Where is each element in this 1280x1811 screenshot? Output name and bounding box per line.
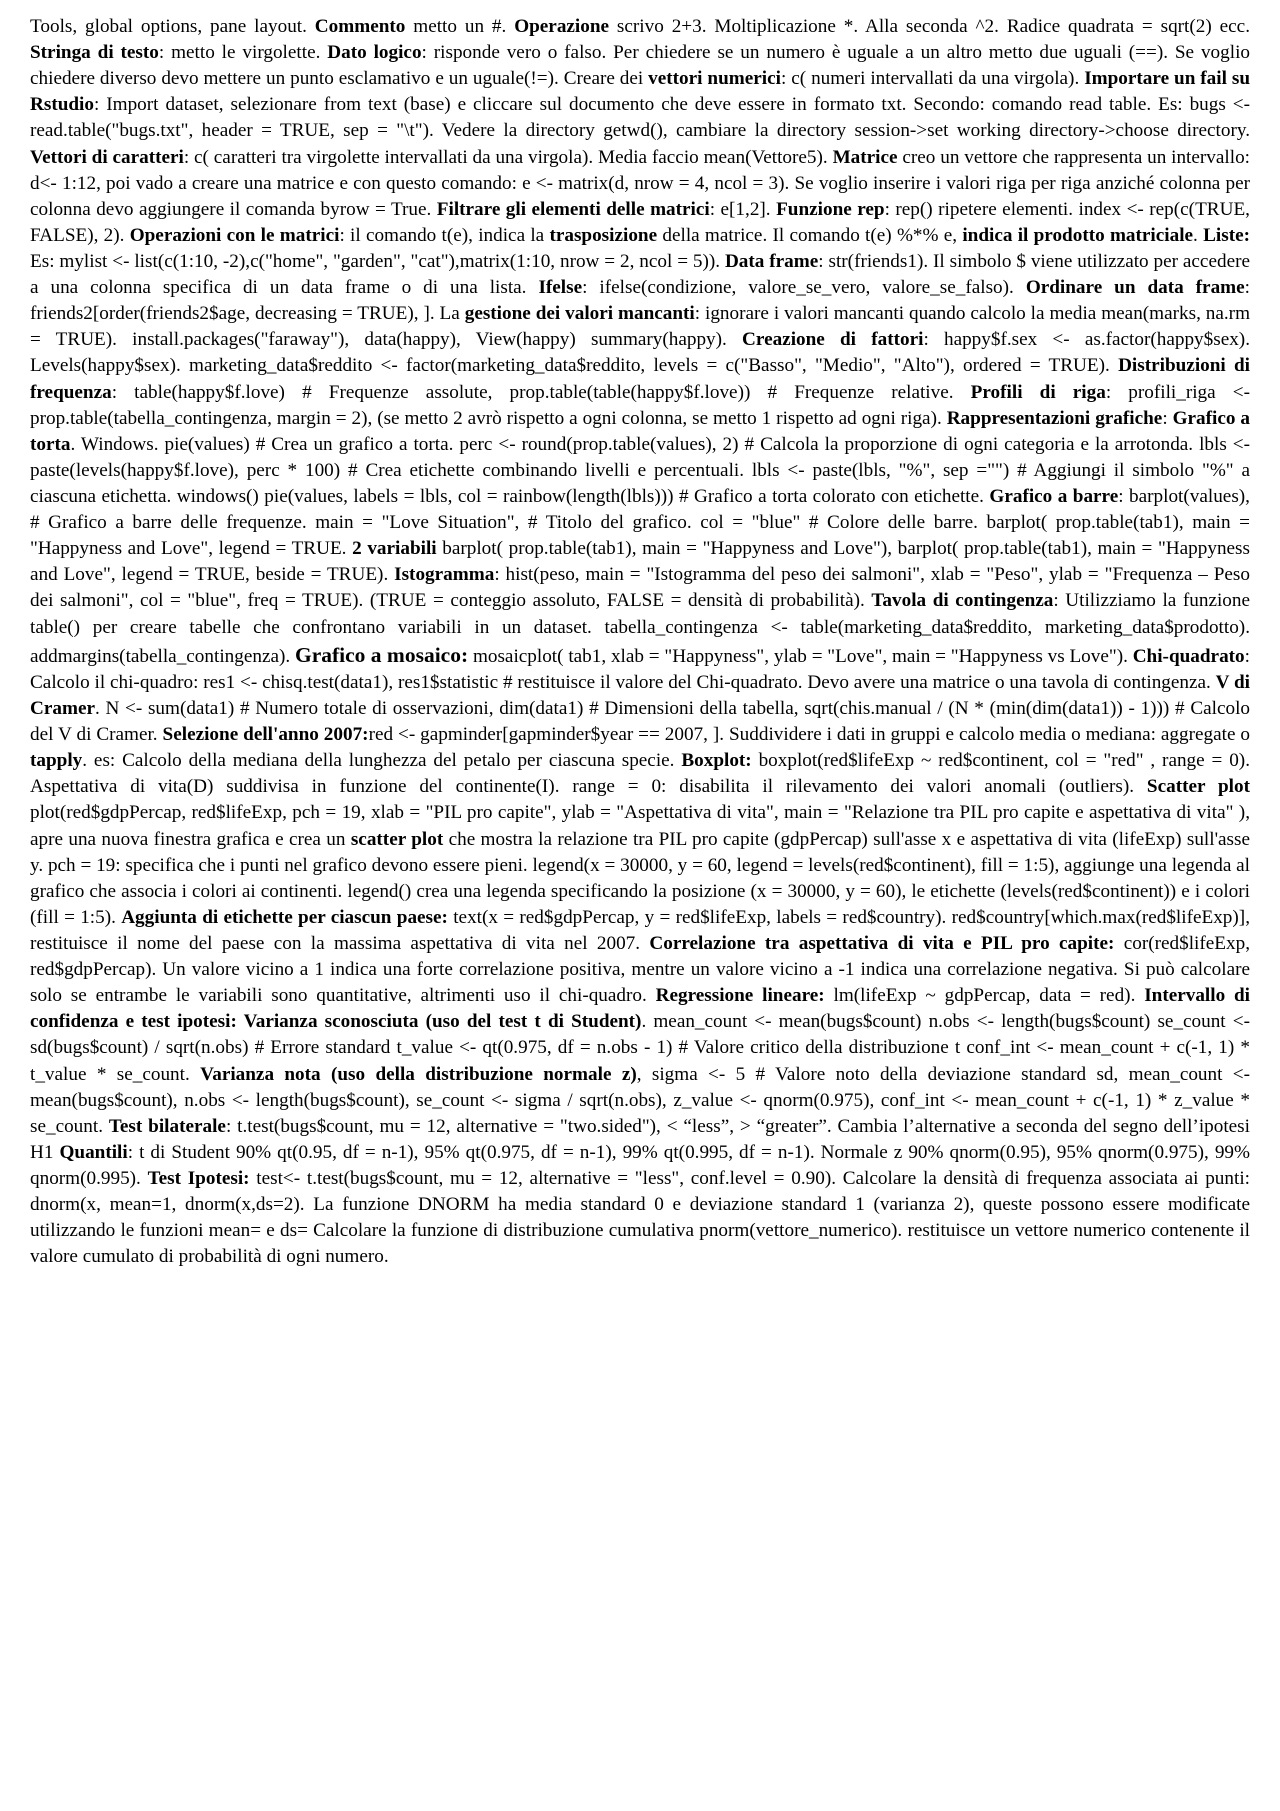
text-run: : ifelse(condizione, valore_se_vero, valore_se_falso).	[582, 277, 1026, 299]
text-run: . N <- sum(data1) # Numero totale di osservazioni, dim(data1) # Dimensioni della tabella, sqrt(chis.manual / (N * (min(dim(data1)) - 1))) # Calcolo del V di Cramer.	[30, 697, 1250, 746]
text-run: , apre una nuova finestra grafica e crea un	[30, 802, 1250, 850]
text-run-bold: Distribuzioni di frequenza	[30, 355, 1251, 403]
text-run-bold: Scatter plot	[1146, 776, 1250, 798]
text-run-bold: Istogramma	[394, 564, 495, 586]
text-run: : hist(peso, main = "Istogramma del peso dei salmoni", xlab = "Peso", ylab = "Frequenza – Peso dei salmoni", col = "blue", freq = TRUE). (TRUE = conteggio assoluto, FALSE = densità di probabilità).	[30, 564, 1250, 612]
text-run: cor(red$lifeExp, red$gdpPercap)	[30, 932, 1250, 981]
text-run: che mostra la relazione tra PIL pro capite (gdpPercap) sull'asse x e aspettativa di vita (lifeExp) sull'asse y. pch = 19: specifica che i punti nel grafico devono essere pieni. legend(x = 30000, y = 60, legend = levels(red$continent), fill = 1:5)	[30, 828, 1251, 876]
text-run: plot(red$gdpPercap, red$lifeExp, pch = 19, xlab = "PIL pro capite", ylab = "Aspettativa di vita", main = "Relazione tra PIL pro capite e aspettativa di vita" )	[30, 802, 1246, 824]
text-run: della matrice. Il comando t(e) %*% e,	[657, 224, 963, 246]
text-run-bold: indica il prodotto matriciale	[962, 224, 1194, 246]
text-run-bold: Grafico a barre	[989, 485, 1119, 507]
text-run: . Windows. pie(values) # Crea un grafico a torta. perc <- round(prop.table(values), 2) # Calcola la proporzione di ogni categoria e la arrotonda. lbls <- paste(levels(happy$f.love), perc * 100) # Crea etichette combinando livelli e percentuali. lbls <- paste(lbls, "%", sep ="") # Aggiungi il simbolo "%" a ciascuna etichetta. windows() pie(values, labels = lbls, col = rainbow(length(lbls))) # Grafico a torta colorato con etichette.	[30, 433, 1250, 507]
text-run: barplot( prop.table(tab1), main = "Happyness and Love"), barplot( prop.table(tab1), main = "Happyness and Love", legend = TRUE, beside = TRUE).	[30, 538, 1250, 586]
text-run: , aggiunge una legenda al grafico che associa i colori ai continenti. legend() crea una legenda specificando la posizione (x = 30000, y = 60), le etichette (levels(red$continent)) e i colori (fill = 1:5).	[30, 854, 1251, 928]
text-run-bold: Stringa di testo	[30, 42, 159, 64]
text-run: . mean_count <- mean(bugs$count) n.obs <- length(bugs$count) se_count <- sd(bugs$count) / sqrt(n.obs) # Errore standard t_value <- qt(0.975, df = n.obs - 1) # Valore critico della distribuzione t conf_int <- mean_count + c(-1, 1) * t_value * se_count.	[30, 1011, 1250, 1085]
text-run-bold: Test Ipotesi:	[147, 1167, 250, 1189]
text-run-bold: Importare un fail su Rstudio	[30, 68, 1251, 116]
text-run-bold: Operazione	[514, 16, 610, 37]
document-body	[30, 14, 1250, 1270]
text-run-bold: tapply	[30, 750, 83, 772]
text-run: mosaicplot( tab1, xlab = "Happyness", ylab = "Love", main = "Happyness vs Love").	[468, 645, 1133, 667]
text-run-bold: Aggiunta di etichette per ciascun paese:	[121, 906, 448, 928]
text-run: . Suddividere i dati in gruppi e calcolo media o mediana: aggregate o	[719, 724, 1250, 746]
text-run-bold: Grafico a mosaico:	[294, 642, 469, 667]
text-run: metto un #.	[405, 16, 515, 37]
text-run-bold: Filtrare gli elementi delle matrici	[436, 198, 710, 220]
text-run: test<- t.test(bugs$count, mu = 12, alternative = "less", conf.level = 0.90). Calcolare la densità di frequenza associata ai punti: dnorm(x, mean=1, dnorm(x,ds=2). La funzione DNORM ha media standard 0 e deviazione standard 1 (varianza 2), queste possono essere modificate utilizzando le funzioni mean= e ds= Calcolare la funzione di distribuzione cumulativa pnorm(vettore_numerico). restituisce un vettore numerico contenente il valore cumulato di probabilità di ogni numero.	[30, 1167, 1250, 1268]
text-run: : ignorare i valori mancanti quando calcolo la media mean(marks, na.rm = TRUE). install.packages("faraway"), data(happy), View(happy) summary(happy).	[30, 303, 1250, 351]
text-run-bold: trasposizione	[549, 224, 658, 246]
text-run: . red$country[which.max(red$lifeExp)]	[941, 906, 1246, 928]
text-run-bold: Profili di riga	[970, 381, 1106, 403]
text-run-bold: Liste:	[1203, 224, 1251, 246]
text-run: red <- gapminder[gapminder$year == 2007, ]	[368, 724, 720, 746]
text-run-bold: Ifelse	[538, 277, 583, 299]
text-run-bold: Data frame	[724, 250, 819, 272]
text-run: lm(lifeExp ~ gdpPercap, data = red)	[824, 985, 1131, 1007]
text-run: text(x = red$gdpPercap, y = red$lifeExp, labels = red$country)	[447, 906, 942, 928]
text-run-bold: Operazioni con le matrici	[129, 224, 340, 246]
text-run: boxplot(red$lifeExp ~ red$continent, col = "red" , range = 0)	[751, 750, 1246, 772]
text-run-bold: Funzione rep	[776, 198, 885, 220]
text-run: , restituisce il nome del paese con la massima aspettativa di vita nel 2007.	[30, 906, 1250, 954]
text-run: .	[1193, 224, 1204, 246]
text-run: : metto le virgolette.	[158, 42, 328, 64]
text-run: : risponde vero o falso. Per chiedere se un numero è uguale a un altro metto due uguali (==). Se voglio chiedere diverso devo mettere un punto esclamativo e un uguale(!=). Creare dei	[30, 42, 1250, 90]
text-run-bold: Tavola di contingenza	[871, 590, 1054, 612]
text-run-bold: Correlazione tra aspettativa di vita e PIL pro capite:	[649, 932, 1115, 954]
text-run: : table(happy$f.love) # Frequenze assolute, prop.table(table(happy$f.love)) # Frequenze relative.	[111, 381, 971, 403]
text-run: creo un vettore che rappresenta un intervallo: d<- 1:12, poi vado a creare una matrice e con questo comando: e <- matrix(d, nrow = 4, ncol = 3). Se voglio inserire i valori riga per riga anziché colonna per colonna devo aggiungere il comanda byrow = True.	[30, 146, 1250, 220]
text-run-bold: Test bilaterale	[108, 1115, 226, 1137]
text-run: , sigma <- 5 # Valore noto della deviazione standard sd, mean_count <- mean(bugs$count), n.obs <- length(bugs$count), se_count <- sigma / sqrt(n.obs), z_value <- qnorm(0.975), conf_int <- mean_count + c(-1, 1) * z_value * se_count.	[30, 1063, 1251, 1137]
text-run: Es: mylist <- list(c(1:10, -2),c("home", "garden", "cat"),matrix(1:10, nrow = 2, ncol = 5)).	[30, 250, 725, 272]
text-run: Tools, global options, pane layout.	[30, 16, 315, 37]
text-run-bold: scatter plot	[350, 828, 444, 850]
text-run: : t.test(bugs$count, mu = 12, alternative = "two.sided"), < “less”, > “greater”. Cambia l’alternative a seconda del segno dell’ipotesi H1	[30, 1115, 1250, 1163]
text-run: : Calcolo il chi-quadro: res1 <- chisq.test(data1), res1$statistic # restituisce il valore del Chi-quadrato. Devo avere una matrice o una tavola di contingenza.	[30, 645, 1250, 693]
text-run: : Import dataset, selezionare from text (base) e cliccare sul documento che deve essere in formato txt. Secondo: comando read table. Es: bugs <- read.table("bugs.txt", header = TRUE, sep = "\t"). Vedere la directory getwd(), cambiare la directory session->set working directory->choose directory.	[30, 94, 1250, 142]
text-run-bold: Chi-quadrato	[1132, 645, 1245, 667]
text-run-bold: Vettori di caratteri	[30, 146, 184, 168]
text-run: : e[1,2].	[709, 198, 777, 220]
text-run-bold: Matrice	[832, 146, 898, 168]
text-run: : t di Student 90% qt(0.95, df = n-1), 95% qt(0.975, df = n-1), 99% qt(0.995, df = n-1). Normale z 90% qnorm(0.95), 95% qnorm(0.975), 99% qnorm(0.995).	[30, 1141, 1250, 1189]
text-run: . es: Calcolo della mediana della lunghezza del petalo per ciascuna specie.	[82, 750, 682, 772]
text-run: . Un valore vicino a 1 indica una forte correlazione positiva, mentre un valore vicino a -1 indica una correlazione negativa. Si può calcolare solo se entrambe le variabili sono quantitative, altrimenti uso il chi-quadro.	[30, 959, 1250, 1007]
text-run-bold: Ordinare un data frame	[1025, 277, 1245, 299]
text-run-bold: V di Cramer	[30, 671, 1250, 719]
text-run: : il comando t(e), indica la	[339, 224, 550, 246]
text-run: .	[1130, 985, 1145, 1007]
text-run-bold: Selezione dell'anno 2007:	[162, 724, 369, 746]
text-run: : rep() ripetere elementi. index <- rep(c(TRUE, FALSE), 2).	[30, 198, 1250, 246]
text-run-bold: gestione dei valori mancanti	[464, 303, 695, 325]
text-run-bold: Boxplot:	[681, 750, 752, 772]
text-run: : c( caratteri tra virgolette intervallati da una virgola). Media faccio mean(Vettore5).	[183, 146, 833, 168]
text-run: : Utilizziamo la funzione table() per creare tabelle che confrontano variabili in un dataset. tabella_contingenza <- table(marketing_data$reddito, marketing_data$prodotto). addmargins(tabella_contingenza).	[30, 590, 1251, 667]
text-run-bold: Varianza nota (uso della distribuzione normale z)	[200, 1063, 637, 1085]
text-run: : barplot(values), # Grafico a barre delle frequenze. main = "Love Situation", # Titolo del grafico. col = "blue" # Colore delle barre. barplot( prop.table(tab1), main = "Happyness and Love", legend = TRUE.	[30, 485, 1250, 560]
text-run: . Aspettativa di vita(D) suddivisa in funzione del continente(I). range = 0: disabilita il rilevamento dei valori anomali (outliers).	[30, 750, 1250, 798]
text-run-bold: Rappresentazioni grafiche	[946, 407, 1163, 429]
text-run: : happy$f.sex <- as.factor(happy$sex). Levels(happy$sex). marketing_data$reddito <- factor(marketing_data$reddito, levels = c("Basso", "Medio", "Alto"), ordered = TRUE).	[30, 329, 1250, 377]
text-run-bold: 2 variabili	[352, 538, 437, 560]
document-paragraph	[30, 14, 1250, 1270]
text-run: : c( numeri intervallati da una virgola).	[780, 68, 1085, 90]
text-run: scrivo 2+3. Moltiplicazione *. Alla seconda ^2. Radice quadrata = sqrt(2) ecc.	[609, 16, 1250, 37]
text-run-bold: Regressione lineare:	[655, 985, 825, 1007]
text-run-bold: Creazione di fattori	[742, 329, 924, 351]
text-run-bold: vettori numerici	[648, 68, 781, 90]
text-run-bold: Intervallo di confidenza e test ipotesi: Varianza sconosciuta (uso del test t di Student)	[30, 985, 1251, 1033]
text-run: : friends2[order(friends2$age, decreasing = TRUE), ]. La	[30, 277, 1251, 325]
text-run: : str(friends1). Il simbolo $ viene utilizzato per accedere a una colonna specifica di un data frame o di una lista.	[30, 250, 1250, 299]
text-run: : profili_riga <- prop.table(tabella_contingenza, margin = 2), (se metto 2 avrò rispetto a ogni colonna, se metto 1 rispetto ad ogni riga).	[30, 381, 1250, 429]
text-run: :	[1162, 407, 1173, 429]
text-run-bold: Dato logico	[327, 42, 422, 64]
text-run-bold: Grafico a torta	[30, 407, 1250, 455]
text-run-bold: Quantili	[59, 1141, 128, 1163]
text-run-bold: Commento	[314, 16, 406, 37]
